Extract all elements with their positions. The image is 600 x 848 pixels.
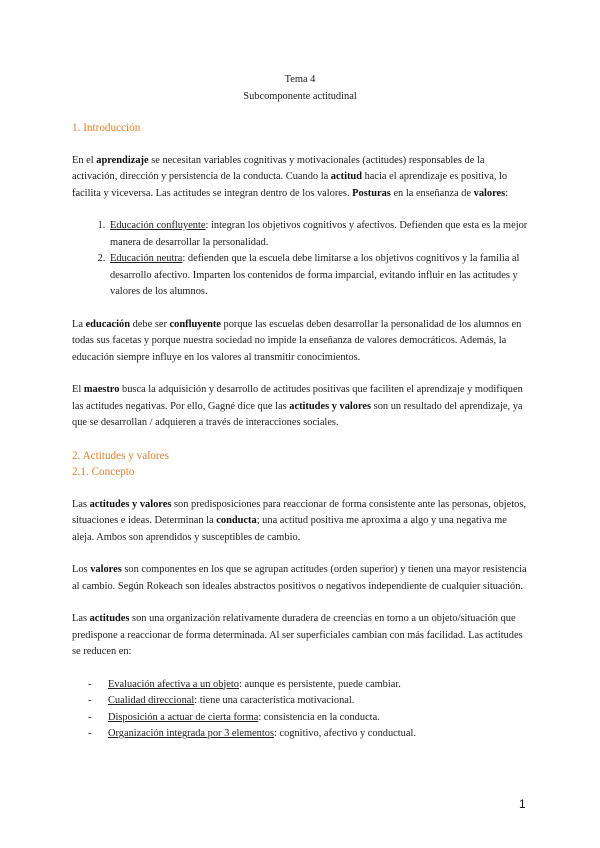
bold-term: actitudes y valores xyxy=(289,400,372,412)
education-postures-list xyxy=(72,218,528,301)
list-term: Cualidad direccional xyxy=(108,695,195,706)
intro-paragraph-3 xyxy=(72,382,528,432)
document-subtitle: Subcomponente actitudinal xyxy=(243,90,357,102)
bold-term: conducta xyxy=(216,515,257,526)
text: busca la adquisición y desarrollo de actitudes positivas que faciliten el aprendizaje y modifiquen las actitudes negativas. Por ello, Gagné dice que las xyxy=(72,384,523,412)
bold-term: aprendizaje xyxy=(96,154,149,166)
list-text: : tiene una característica motivacional. xyxy=(194,695,355,706)
list-text: : consistencia en la conducta. xyxy=(258,711,380,723)
bold-term: actitudes y valores xyxy=(89,498,172,510)
list-term: Educación confluyente xyxy=(110,220,206,231)
list-item xyxy=(108,726,528,743)
text: Las xyxy=(72,498,90,510)
text: son predisposiciones para reaccionar de forma consistente ante las personas, objetos, situaciones e ideas. Determinan la xyxy=(72,498,526,526)
list-item xyxy=(108,677,528,694)
text: : xyxy=(505,187,509,199)
bold-term: educación xyxy=(85,318,131,330)
intro-paragraph-1 xyxy=(72,153,528,203)
title-block xyxy=(72,72,528,105)
bold-term: actitudes xyxy=(89,613,130,624)
attitude-components-list xyxy=(72,677,528,743)
bold-term: Posturas xyxy=(352,187,391,199)
section-heading-introduction: 1. Introducción xyxy=(72,122,141,134)
concept-paragraph-3 xyxy=(72,611,528,661)
text: son un resultado del aprendizaje, ya que se desarrollan / adquieren a través de interacciones sociales. xyxy=(72,400,523,428)
list-term: Educación neutra xyxy=(110,253,183,264)
text: porque las escuelas deben desarrollar la personalidad de los alumnos en todas sus facetas y porque nuestra sociedad no impide la enseñanza de valores democráticos. Además, la educación siempre influye en los valores al transmitir conocimientos. xyxy=(72,318,522,363)
topic-title: Tema 4 xyxy=(284,74,316,85)
concept-paragraph-1 xyxy=(72,497,528,547)
bold-term: actitud xyxy=(330,171,362,182)
bold-term: valores xyxy=(473,187,506,199)
concept-paragraph-2 xyxy=(72,562,528,595)
text: en la enseñanza de xyxy=(390,187,474,199)
intro-paragraph-2 xyxy=(72,317,528,367)
subsection-heading-concept: 2.1. Concepto xyxy=(72,466,135,478)
list-item xyxy=(108,218,528,251)
text: Las xyxy=(72,613,90,624)
page-number: 1 xyxy=(519,797,526,811)
text: son una organización relativamente duradera de creencias en torno a un objeto/situación que predispone a reaccionar de forma determinada. Al ser superficiales cambian con más facilidad. Las actitudes se reducen en: xyxy=(72,613,523,657)
list-term: Evaluación afectiva a un objeto xyxy=(108,678,239,690)
text: Los xyxy=(72,564,91,575)
list-text: : cognitivo, afectivo y conductual. xyxy=(274,728,416,739)
bold-term: valores xyxy=(90,564,122,575)
text: se necesitan variables cognitivas y motivacionales (actitudes) responsables de la activación, dirección y persistencia de la conducta. Cuando la xyxy=(72,154,485,182)
list-term: Disposición a actuar de cierta forma xyxy=(108,711,259,723)
bold-term: maestro xyxy=(83,384,120,395)
document-page xyxy=(72,72,528,743)
list-text: : aunque es persistente, puede cambiar. xyxy=(238,678,401,690)
section-heading-attitudes: 2. Actitudes y valores xyxy=(72,449,169,462)
text: En el xyxy=(72,154,97,166)
list-text: : defienden que la escuela debe limitarse a los objetivos cognitivos y la familia al desarrollo afectivo. Imparten los contenidos de forma imparcial, evitando influir en las actitudes y valores de los alumnos. xyxy=(110,253,520,297)
list-item xyxy=(108,251,528,301)
text: son componentes en los que se agrupan actitudes (orden superior) y tienen una mayor resistencia al cambio. Según Rokeach son ideales abstractos positivos o negativos independiente de cualquier situación. xyxy=(72,564,527,592)
text: hacia el aprendizaje es positiva, lo facilita y viceversa. Las actitudes se integran dentro de los valores. xyxy=(72,171,508,199)
list-text: : integran los objetivos cognitivos y afectivos. Defienden que esta es la mejor manera de desarrollar la personalidad. xyxy=(110,220,528,248)
text: debe ser xyxy=(130,318,170,330)
list-item xyxy=(108,710,528,727)
text: ; una actitud positiva me aproxima a algo y una negativa me aleja. Ambos son aprendidos y susceptibles de cambio. xyxy=(72,515,507,543)
list-item xyxy=(108,693,528,710)
bold-term: confluyente xyxy=(169,318,221,330)
text: El xyxy=(72,384,84,395)
list-term: Organización integrada por 3 elementos xyxy=(108,728,274,739)
text: La xyxy=(72,318,86,330)
